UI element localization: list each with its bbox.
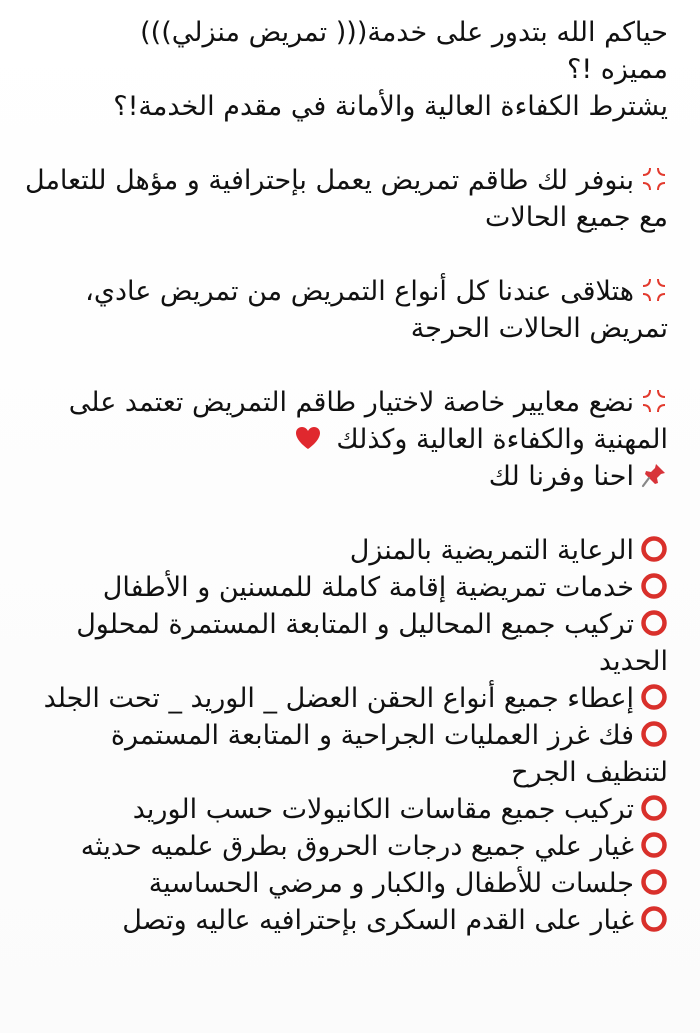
- service-text: جلسات للأطفال والكبار و مرضي الحساسية: [148, 868, 634, 899]
- hollow-red-circle-icon: [640, 831, 668, 859]
- intro-line-2: مميزه !؟: [567, 54, 668, 85]
- service-item: [20, 717, 668, 791]
- point-text: نضع معايير خاصة لاختيار طاقم التمريض تعتمد على المهنية والكفاءة العالية وكذلك: [68, 387, 668, 455]
- intro-line-1: حياكم الله بتدور على خدمة((( تمريض منزلي))): [140, 17, 668, 48]
- service-text: غيار على القدم السكرى بإحترافيه عاليه وتصل: [122, 905, 634, 936]
- heart-icon: [294, 424, 322, 452]
- service-text: إعطاء جميع أنواع الحقن العضل _ الوريد _ تحت الجلد: [43, 683, 634, 714]
- hollow-red-circle-icon: [640, 868, 668, 896]
- service-item: [20, 865, 668, 902]
- hollow-red-circle-icon: [640, 905, 668, 933]
- hollow-red-circle-icon: [640, 535, 668, 563]
- service-item: [20, 680, 668, 717]
- spacer: [20, 125, 668, 162]
- offer-text: احنا وفرنا لك: [488, 461, 634, 492]
- anger-symbol-icon: [640, 276, 668, 304]
- hollow-red-circle-icon: [640, 683, 668, 711]
- hollow-red-circle-icon: [640, 572, 668, 600]
- offer-line: [20, 458, 668, 495]
- intro-line-3: يشترط الكفاءة العالية والأمانة في مقدم الخدمة!؟: [113, 91, 668, 122]
- spacer: [20, 236, 668, 273]
- service-text: غيار علي جميع درجات الحروق بطرق علميه حديثه: [80, 831, 634, 862]
- spacer: [20, 347, 668, 384]
- service-item: [20, 532, 668, 569]
- service-text: تركيب جميع مقاسات الكانيولات حسب الوريد: [132, 794, 634, 825]
- service-item: [20, 791, 668, 828]
- service-text: تركيب جميع المحاليل و المتابعة المستمرة لمحلول الحديد: [76, 609, 668, 677]
- service-text: خدمات تمريضية إقامة كاملة للمسنين و الأطفال: [102, 572, 634, 603]
- service-item: [20, 606, 668, 680]
- point-item: [20, 273, 668, 347]
- service-text: الرعاية التمريضية بالمنزل: [349, 535, 634, 566]
- point-text: بنوفر لك طاقم تمريض يعمل بإحترافية و مؤهل للتعامل مع جميع الحالات: [25, 165, 668, 233]
- anger-symbol-icon: [640, 387, 668, 415]
- service-item: [20, 569, 668, 606]
- point-item: [20, 162, 668, 236]
- point-item: [20, 384, 668, 458]
- hollow-red-circle-icon: [640, 720, 668, 748]
- hollow-red-circle-icon: [640, 609, 668, 637]
- point-text: هتلاقى عندنا كل أنواع التمريض من تمريض عادي، تمريض الحالات الحرجة: [85, 276, 668, 344]
- service-text: فك غرز العمليات الجراحية و المتابعة المستمرة لتنظيف الجرح: [110, 720, 668, 788]
- anger-symbol-icon: [640, 165, 668, 193]
- service-item: [20, 828, 668, 865]
- spacer: [20, 495, 668, 532]
- hollow-red-circle-icon: [640, 794, 668, 822]
- service-item: [20, 902, 668, 939]
- pushpin-icon: [640, 461, 668, 489]
